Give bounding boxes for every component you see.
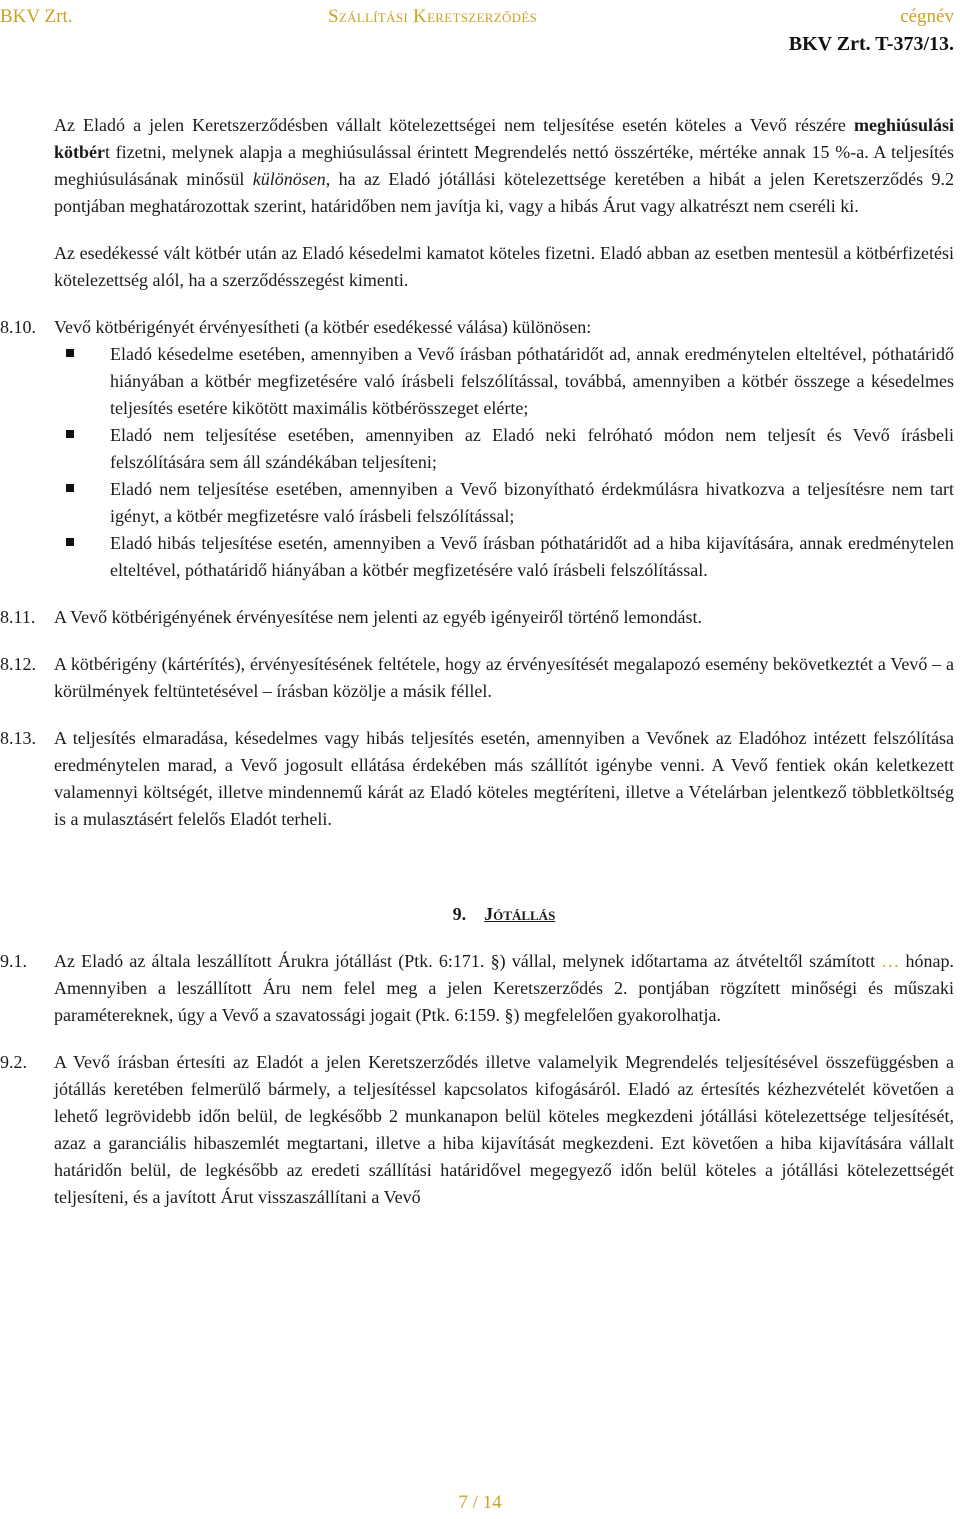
page-number: 7 / 14 bbox=[458, 1492, 502, 1513]
section-title-warranty bbox=[54, 901, 954, 928]
header-doc-code: BKV Zrt. T-373/13. bbox=[788, 33, 954, 55]
text: t fizetni, melynek alapja a meghiúsulással érintett Megrendelés nettó összértéke, mértéke annak 15 %-a. A teljesítés meghiúsulásának minősül bbox=[54, 142, 954, 189]
clause-number: 8.13. bbox=[0, 728, 36, 748]
clause-text: A Vevő kötbérigényének érvényesítése nem jelenti az egyéb igényeiről történő lemondást. bbox=[54, 607, 702, 627]
header-company: BKV Zrt. bbox=[0, 6, 73, 27]
text: , ha az Eladó jótállási kötelezettsége keretében a hibát a jelen Keretszerződés 9.2 pontjában meghatározottak szerint, határidőben nem javítja ki, vagy a hibás Árut vagy alkatrészt nem cseréli ki. bbox=[54, 169, 954, 216]
clause-9-1 bbox=[0, 948, 954, 1029]
bullet-square-icon bbox=[66, 349, 74, 357]
clause-text: A teljesítés elmaradása, késedelmes vagy hibás teljesítés esetén, amennyiben a Vevőnek az Eladóhoz intézett felszólítása eredménytelen marad, a Vevő jogosult ellátása érdekében más szállítót igénybe venni. A Vevő fentiek okán keletkezett valamennyi költségét, illetve mindennemű kárát az Eladó köteles megtéríteni, illetve a Vételárban jelentkező többletköltség is a mulasztásért felelős Eladót terheli. bbox=[54, 728, 954, 829]
clause-number: 8.11. bbox=[0, 607, 36, 627]
clause-8-11 bbox=[0, 604, 954, 631]
list-item-text: Eladó nem teljesítése esetében, amennyiben az Eladó neki felróható módon nem teljesít és Vevő írásbeli felszólítására sem áll szándékában teljesíteni; bbox=[110, 425, 954, 472]
clause-text: Vevő kötbérigényét érvényesítheti (a kötbér esedékessé válása) különösen: bbox=[54, 317, 592, 337]
clause-8-12 bbox=[0, 651, 954, 705]
list-item-text: Eladó hibás teljesítése esetén, amennyiben a Vevő írásban póthatáridőt ad a hiba kijavítására, annak eredménytelen elteltével, póthatáridő hiányában a kötbér megfizetésére való írásbeli felszólítással. bbox=[110, 533, 954, 580]
clause-text bbox=[54, 948, 954, 1029]
section-number: 9. bbox=[452, 904, 467, 924]
document-body bbox=[0, 112, 954, 1211]
text: Az Eladó az általa leszállított Árukra jótállást (Ptk. 6:171. §) vállal, melynek időtartama az átvételtől számított bbox=[54, 951, 882, 971]
clause-number: 8.12. bbox=[0, 654, 36, 674]
header-doc-title: Szállítási Keretszerződés bbox=[328, 6, 538, 27]
bold-term: meghiúsulási kötbér bbox=[54, 115, 954, 162]
list-item-text: Eladó nem teljesítése esetében, amennyiben a Vevő bizonyítható érdekmúlásra hivatkozva a teljesítésre nem tart igényt, a kötbér megfizetésre való írásbeli felszólítással; bbox=[110, 479, 954, 526]
section-name: Jótállás bbox=[484, 904, 556, 924]
clause-number: 8.10. bbox=[0, 317, 36, 337]
clause-8-13 bbox=[0, 725, 954, 833]
italic-term: különösen bbox=[252, 169, 326, 189]
list-item-text: Eladó késedelme esetében, amennyiben a Vevő írásban póthatáridőt ad, annak eredménytelen elteltével, póthatáridő hiányában a kötbér megfizetésére való írásbeli felszólítással, továbbá, amennyiben a kötbér összege a késedelmes teljesítés esetére kikötött maximális kötbérösszeget elérte; bbox=[110, 344, 954, 418]
bullet-square-icon bbox=[66, 430, 74, 438]
list-item bbox=[54, 422, 954, 476]
clause-text: A Vevő írásban értesíti az Eladót a jelen Keretszerződés illetve valamelyik Megrendelés teljesítésével összefüggésben a jótállás keretében felmerülő bármely, a teljesítéssel kapcsolatos kifogásáról. Eladó az értesítés kézhezvételét követően a lehető legrövidebb időn belül, de legkésőbb 2 munkanapon belül köteles megkezdeni jótállási kötelezettsége teljesítését, azaz a garanciális hibaszemlét megtartani, illetve a hiba kijavítását megkezdeni. Ezt követően a hiba kijavítására vállalt határidőn belül, de legkésőbb az eredeti szállítási határidővel megegyező időn belül köteles a jótállási kötelezettségét teljesíteni, és a javított Árut visszaszállítani a Vevő bbox=[54, 1052, 954, 1207]
paragraph-penalty bbox=[54, 112, 954, 220]
bullet-square-icon bbox=[66, 484, 74, 492]
penalty-conditions-list bbox=[54, 341, 954, 584]
clause-8-10 bbox=[0, 314, 954, 341]
text: Az Eladó a jelen Keretszerződésben vállalt kötelezettségei nem teljesítése esetén köteles a Vevő részére bbox=[54, 115, 854, 135]
list-item bbox=[54, 341, 954, 422]
list-item bbox=[54, 476, 954, 530]
text: hónap. Amennyiben a leszállított Áru nem felel meg a jelen Keretszerződés 2. pontjában rögzített minőségi és műszaki paramétereknek, úgy a Vevő a szavatossági jogait (Ptk. 6:159. §) megfelelően gyakorolhatja. bbox=[54, 951, 954, 1025]
list-item bbox=[54, 530, 954, 584]
clause-text: A kötbérigény (kártérítés), érvényesítésének feltétele, hogy az érvényesítését megalapozó esemény bekövetkeztét a Vevő – a körülmények feltüntetésével – írásban közölje a másik féllel. bbox=[54, 654, 954, 701]
clause-number: 9.2. bbox=[0, 1052, 27, 1072]
paragraph-late-interest: Az esedékessé vált kötbér után az Eladó késedelmi kamatot köteles fizetni. Eladó abban az esetben mentesül a kötbérfizetési kötelezettség alól, ha a szerződésszegést kimenti. bbox=[54, 243, 954, 290]
clause-9-2 bbox=[0, 1049, 954, 1211]
fill-in-placeholder: … bbox=[881, 951, 900, 971]
bullet-square-icon bbox=[66, 538, 74, 546]
header-placeholder: cégnév bbox=[900, 6, 954, 27]
clause-number: 9.1. bbox=[0, 951, 27, 971]
